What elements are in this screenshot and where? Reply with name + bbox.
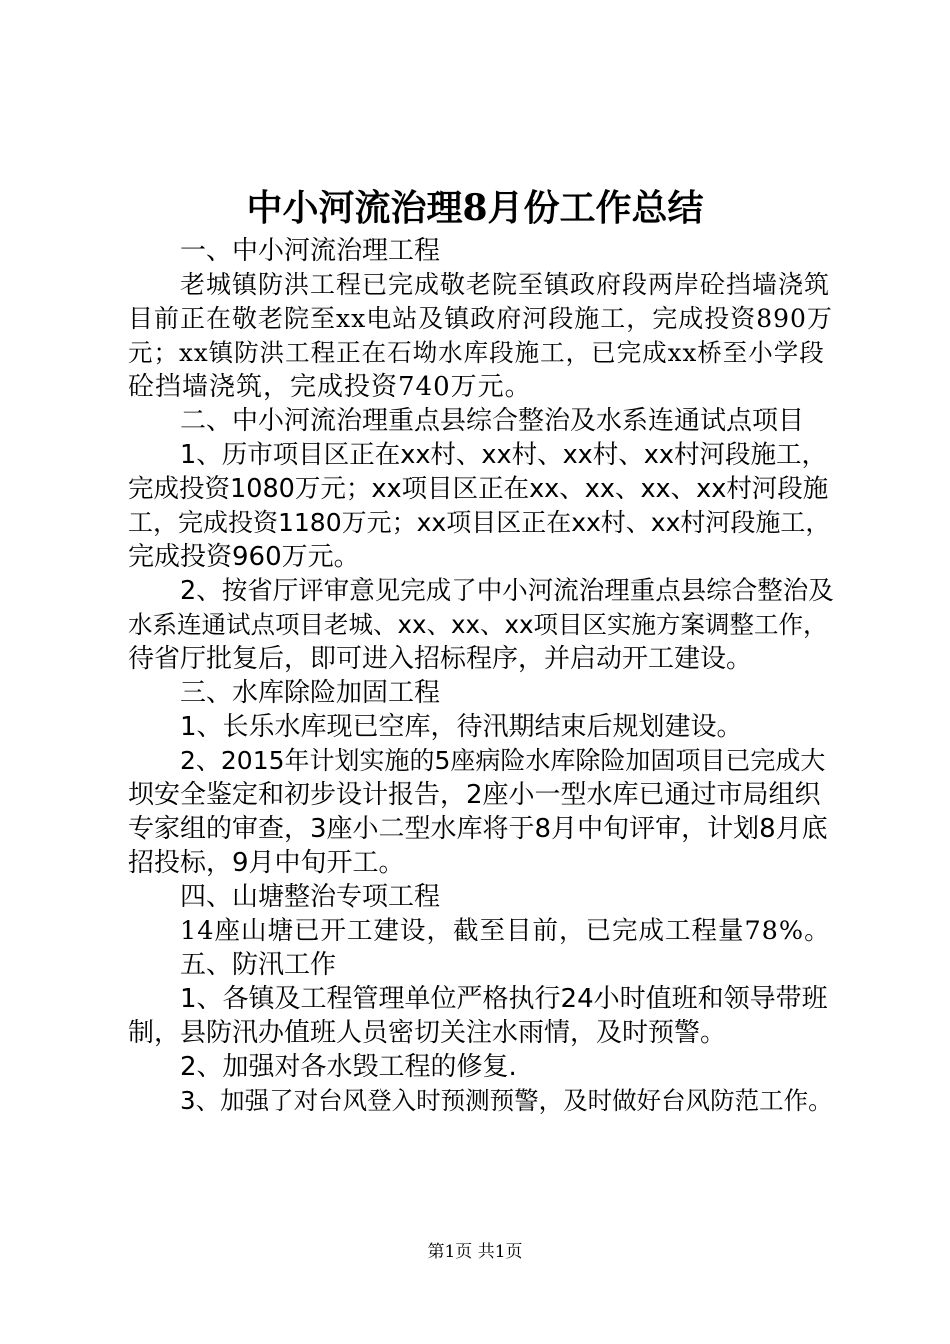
paragraph-line: 3、加强了对台风登入时预测预警，及时做好台风防范工作。	[180, 1086, 833, 1115]
paragraph-line: 2、2015年计划实施的5座病险水库除险加固项目已完成大	[180, 746, 826, 775]
page-footer: 第1页 共1页	[427, 1242, 523, 1262]
section-heading-5: 五、防汛工作	[180, 950, 337, 980]
document-body	[128, 234, 836, 1118]
section-heading-2: 二、中小河流治理重点县综合整治及水系连通试点项目	[180, 406, 805, 436]
paragraph-line: 2、按省厅评审意见完成了中小河流治理重点县综合整治及	[180, 576, 834, 606]
paragraph-line: 坝安全鉴定和初步设计报告，2座小一型水库已通过市局组织	[128, 780, 821, 810]
document-title: 中小河流治理8月份工作总结	[246, 187, 704, 229]
paragraph-line: 砼挡墙浇筑，完成投资740万元。	[128, 372, 532, 402]
paragraph-line: 专家组的审查，3座小二型水库将于8月中旬评审，计划8月底	[128, 814, 828, 844]
paragraph-line: 完成投资1080万元；xx项目区正在xx、xx、xx、xx村河段施	[128, 474, 829, 504]
section-heading-4: 四、山塘整治专项工程	[180, 882, 441, 912]
paragraph-line: 2、加强对各水毁工程的修复.	[180, 1052, 517, 1082]
paragraph-line: 1、历市项目区正在xx村、xx村、xx村、xx村河段施工，	[180, 440, 827, 470]
paragraph-line: 水系连通试点项目老城、xx、xx、xx项目区实施方案调整工作，	[128, 610, 828, 639]
paragraph-line: 待省厅批复后，即可进入招标程序，并启动开工建设。	[128, 644, 753, 674]
section-heading-1: 一、中小河流治理工程	[180, 236, 441, 266]
paragraph-line: 目前正在敬老院至xx电站及镇政府河段施工，完成投资890万	[128, 304, 833, 333]
paragraph-line: 招投标，9月中旬开工。	[128, 848, 405, 878]
paragraph-line: 14座山塘已开工建设，截至目前，已完成工程量78%。	[180, 916, 831, 946]
paragraph-line: 1、各镇及工程管理单位严格执行24小时值班和领导带班	[180, 984, 828, 1014]
paragraph-line: 工，完成投资1180万元；xx项目区正在xx村、xx村河段施工，	[128, 508, 831, 537]
paragraph-line: 1、长乐水库现已空库，待汛期结束后规划建设。	[180, 712, 743, 742]
paragraph-line: 制，县防汛办值班人员密切关注水雨情，及时预警。	[128, 1018, 727, 1048]
paragraph-line: 完成投资960万元。	[128, 542, 360, 572]
paragraph-line: 老城镇防洪工程已完成敬老院至镇政府段两岸砼挡墙浇筑	[180, 270, 831, 299]
section-heading-3: 三、水库除险加固工程	[180, 678, 441, 708]
paragraph-line: 元；xx镇防洪工程正在石坳水库段施工，已完成xx桥至小学段	[128, 338, 825, 367]
